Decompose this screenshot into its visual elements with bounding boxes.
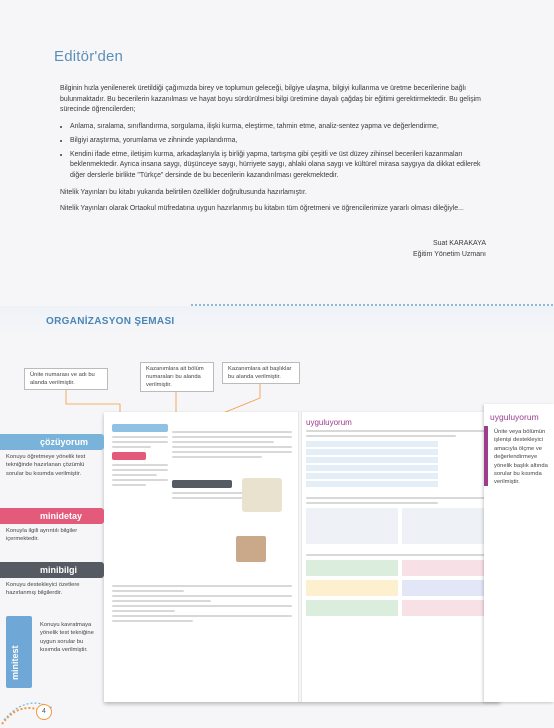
- callout-text: Ünite numarası ve adı bu alanda verilmiştir.: [30, 372, 95, 386]
- left-page-column-2: [172, 428, 292, 568]
- section-cozuyorum: [0, 434, 104, 478]
- uyguluyorum-title: uyguluyorum: [490, 412, 539, 422]
- editorial-bullet: • Bilgiyi araştırma, yorumlama ve zihninde yapılandırma,: [70, 136, 490, 147]
- section-minitest-desc: Konuyu kavratmaya yönelik test tekniğine uygun sorular bu kısımda verilmiştir.: [40, 622, 94, 654]
- section-minidetay-label: minidetay: [0, 508, 104, 524]
- section-minibilgi-label: minibilgi: [0, 562, 104, 578]
- section-minibilgi: [0, 562, 104, 598]
- page-number: 4: [36, 704, 52, 720]
- signature: [413, 238, 486, 260]
- editorial-paragraph-2: Nitelik Yayınları bu kitabı yukarıda belirtilen özellikler doğrultusunda hazırlamıştır.: [60, 188, 307, 196]
- right-page: [306, 418, 494, 694]
- section-minibilgi-desc: Konuyu destekleyici özetlere hazırlanmış bilgilerdir.: [6, 582, 80, 597]
- callout-unit-name: [24, 368, 108, 390]
- organization-title: ORGANİZASYON ŞEMASI: [46, 316, 175, 327]
- left-page-minitest: [112, 582, 292, 692]
- section-cozuyorum-label: çözüyorum: [0, 434, 104, 450]
- signature-role: Eğitim Yönetim Uzmanı: [412, 251, 486, 259]
- callout-text: Kazanımlara ait bölüm numaraları bu alanda verilmiştir.: [146, 366, 204, 388]
- uyguluyorum-page: [484, 404, 554, 702]
- section-minidetay: [0, 508, 104, 544]
- section-minidetay-desc: Konuyla ilgili ayrıntılı bilgiler içermektedir.: [6, 528, 78, 543]
- uyguluyorum-desc: Ünite veya bölümün işlenişi destekleyici amacıyla ölçme ve değerlendirmeye yönelik başlık altında sorular bu kısımda verilmiştir.: [494, 429, 548, 486]
- editorial-body: [60, 84, 490, 221]
- book-spine: [298, 412, 302, 702]
- callout-text: Kazanımlara ait başlıklar bu alanda verilmiştir.: [228, 366, 292, 380]
- section-minitest-label: minitest: [10, 645, 20, 680]
- section-cozuyorum-desc: Konuyu öğretmeye yönelik test tekniğinde hazırlanan çözümlü sorular bu kısımda verilmiştir.: [6, 454, 86, 477]
- editorial-title: Editör'den: [54, 48, 124, 65]
- editorial-bullets: [60, 122, 490, 182]
- callout-section-number: [140, 362, 214, 392]
- dotted-divider: [190, 304, 554, 306]
- editorial-paragraph-3: Nitelik Yayınları olarak Ortaokul müfredatına uygun hazırlanmış bu kitabın tüm öğretmeni ve öğrencilerimize yararlı olması dileğiyle...: [60, 205, 464, 213]
- callout-section-title: [222, 362, 300, 384]
- left-page-column-1: [112, 420, 168, 560]
- editorial-bullet: • Kendini ifade etme, iletişim kurma, arkadaşlarıyla iş birliği yapma, tartışma gibi çeşitli ve üst düzey zihinsel becerileri kazanmaları beklenmektedir. Ayrıca insana saygı, düşünceye saygı, hürriyete saygı, ahlaki olana saygı ve kültürel mirasa saygıya da dikkat edilerek diğer derslerle birlikte "Türkçe" dersinde de bu becerilerin kazandırılması gerekmektedir.: [70, 150, 490, 182]
- editorial-paragraph-1: Bilginin hızla yenilenerek üretildiği çağımızda birey ve toplumun geleceği, bilgiye ulaşma, bilgiyi kullanma ve üretme becerilerine bağlı bulunmaktadır. Bu becerilerin kazanılması ve hayat boyu sürdürülmesi bilgi üretimine dayalı çağdaş bir eğitimi gerektirmektedir. Bu gelişim sürecinde öğrencilerden;: [60, 85, 481, 114]
- signature-name: Suat KARAKAYA: [432, 240, 486, 247]
- uyguluyorum-accent-bar: [484, 426, 488, 486]
- inner-uyguluyorum-title: uyguluyorum: [306, 418, 352, 427]
- editorial-bullet: • Anlama, sıralama, sınıflandırma, sorgulama, ilişki kurma, eleştirme, tahmin etme, analiz-sentez yapma ve değerlendirme,: [70, 122, 490, 133]
